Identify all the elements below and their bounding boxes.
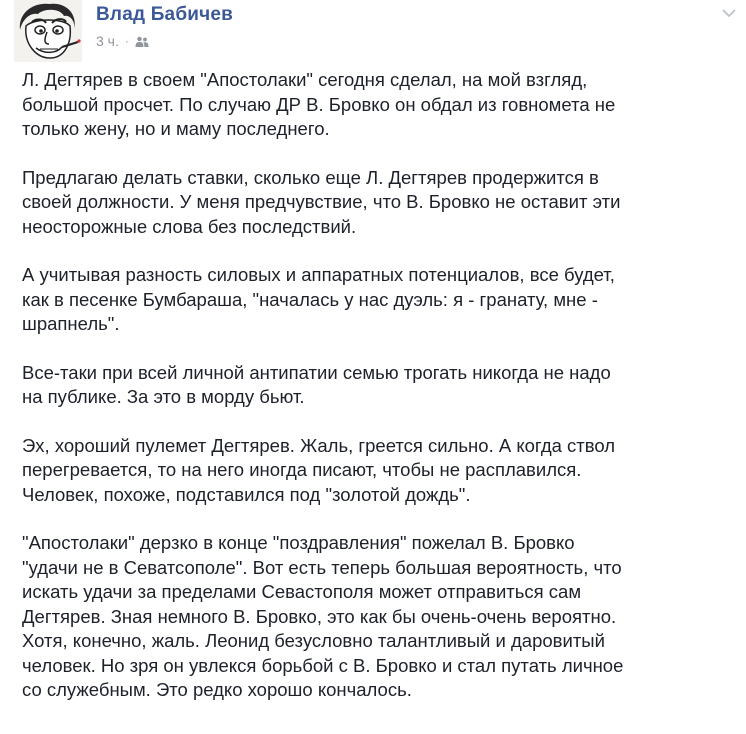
post-paragraph: Л. Дегтярев в своем "Апостолаки" сегодня сделал, на мой взгляд, большой просчет. По случаю ДР В. Бровко он обдал из говномета не только жену, но и маму последнего. bbox=[22, 69, 616, 139]
post-timestamp[interactable]: 3 ч. bbox=[96, 33, 119, 49]
post-meta bbox=[96, 33, 149, 49]
post-paragraph: Эх, хороший пулемет Дегтярев. Жаль, греется сильно. А когда ствол перегревается, то на него иногда писают, чтобы не расплавился. Человек, похоже, подставился под "золотой дождь". bbox=[22, 434, 616, 505]
post-body bbox=[22, 68, 734, 727]
post-paragraph: Предлагаю делать ставки, сколько еще Л. Дегтярев продержится в своей должности. У меня предчувствие, что В. Бровко не оставит эти неосторожные слова без последствий. bbox=[22, 166, 621, 237]
author-name[interactable]: Влад Бабичев bbox=[96, 4, 234, 25]
post-paragraph: Все-таки при всей личной антипатии семью трогать никогда не надо на публике. За это в морду бьют. bbox=[22, 361, 611, 407]
meta-separator: · bbox=[124, 34, 129, 48]
chevron-down-icon[interactable] bbox=[719, 6, 739, 20]
friends-icon[interactable] bbox=[135, 35, 149, 47]
post-paragraph: "Апостолаки" дерзко в конце "поздравления" пожелал В. Бровко "удачи не в Севатсополе". Вот есть теперь большая вероятность, что искать удачи за пределами Севастополя может отправиться сам Дегтярев. Зная немного В. Бровко, это как бы очень-очень вероятно. Хотя, конечно, жаль. Леонид безусловно талантливый и даровитый человек. Но зря он увлекся борьбой с В. Бровко и стал путать личное со служебным. Это редко хорошо кончалось. bbox=[22, 532, 624, 700]
caricature-avatar-image bbox=[14, 0, 82, 62]
avatar[interactable] bbox=[14, 0, 82, 62]
post-paragraph: А учитывая разность силовых и аппаратных потенциалов, все будет, как в песенке Бумбараша, "началась у нас дуэль: я - гранату, мне - шрапнель". bbox=[22, 264, 615, 334]
